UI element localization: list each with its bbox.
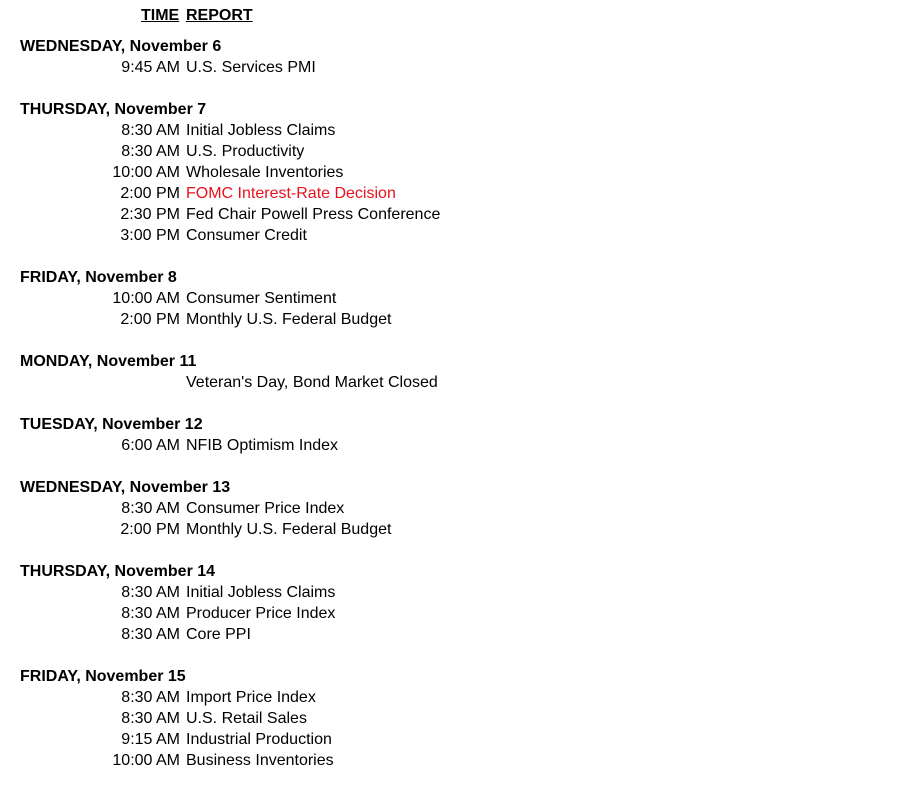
event-row: [0, 435, 900, 456]
event-report: Core PPI: [186, 626, 251, 643]
day-header: MONDAY, November 11: [20, 353, 197, 370]
event-row: [0, 708, 900, 729]
event-report: Import Price Index: [186, 689, 316, 706]
event-time: 2:00 PM: [120, 521, 180, 538]
event-time: 9:15 AM: [121, 731, 180, 748]
event-report: Monthly U.S. Federal Budget: [186, 311, 392, 328]
event-time: 10:00 AM: [112, 290, 180, 307]
event-report: Initial Jobless Claims: [186, 584, 336, 601]
event-time: 2:30 PM: [120, 206, 180, 223]
event-report: Wholesale Inventories: [186, 164, 344, 181]
event-time: 10:00 AM: [112, 752, 180, 769]
event-time: 3:00 PM: [120, 227, 180, 244]
event-row: [0, 750, 900, 771]
event-row: [0, 687, 900, 708]
event-row: [0, 309, 900, 330]
event-time: 10:00 AM: [112, 164, 180, 181]
event-row: [0, 183, 900, 204]
day-header: FRIDAY, November 15: [20, 668, 186, 685]
event-row: [0, 141, 900, 162]
event-report: NFIB Optimism Index: [186, 437, 339, 454]
event-time: 2:00 PM: [120, 311, 180, 328]
event-report: Consumer Credit: [186, 227, 307, 244]
event-report: Consumer Sentiment: [186, 290, 337, 307]
event-row: [0, 603, 900, 624]
event-time: 9:45 AM: [121, 59, 180, 76]
event-report: Fed Chair Powell Press Conference: [186, 206, 441, 223]
day-header: THURSDAY, November 7: [20, 101, 207, 118]
event-row: [0, 624, 900, 645]
event-report: U.S. Productivity: [186, 143, 305, 160]
day-header: THURSDAY, November 14: [20, 563, 216, 580]
event-row: [0, 582, 900, 603]
event-time: 8:30 AM: [121, 500, 180, 517]
event-report: Consumer Price Index: [186, 500, 345, 517]
event-row: [0, 57, 900, 78]
report-column-header: REPORT: [186, 7, 253, 24]
event-report: U.S. Services PMI: [186, 59, 316, 76]
event-report: FOMC Interest-Rate Decision: [186, 185, 396, 202]
event-report: U.S. Retail Sales: [186, 710, 307, 727]
event-time: 8:30 AM: [121, 122, 180, 139]
event-time: 8:30 AM: [121, 689, 180, 706]
day-header: WEDNESDAY, November 6: [20, 38, 222, 55]
event-row: [0, 120, 900, 141]
event-report: Monthly U.S. Federal Budget: [186, 521, 392, 538]
day-header: TUESDAY, November 12: [20, 416, 203, 433]
event-time: 6:00 AM: [121, 437, 180, 454]
event-time: 8:30 AM: [121, 143, 180, 160]
day-header: FRIDAY, November 8: [20, 269, 177, 286]
time-column-header: TIME: [141, 7, 180, 24]
event-report: Veteran's Day, Bond Market Closed: [186, 374, 438, 391]
event-row: [0, 225, 900, 246]
event-report: Business Inventories: [186, 752, 334, 769]
event-row: [0, 204, 900, 225]
event-time: 8:30 AM: [121, 584, 180, 601]
event-row: [0, 519, 900, 540]
event-time: 8:30 AM: [121, 626, 180, 643]
event-row: [0, 498, 900, 519]
event-row: [0, 162, 900, 183]
event-row: [0, 729, 900, 750]
event-row: [0, 372, 900, 393]
event-time: 2:00 PM: [120, 185, 180, 202]
day-header: WEDNESDAY, November 13: [20, 479, 231, 496]
event-row: [0, 288, 900, 309]
event-time: 8:30 AM: [121, 605, 180, 622]
event-report: Initial Jobless Claims: [186, 122, 336, 139]
event-report: Industrial Production: [186, 731, 332, 748]
event-time: 8:30 AM: [121, 710, 180, 727]
event-report: Producer Price Index: [186, 605, 336, 622]
